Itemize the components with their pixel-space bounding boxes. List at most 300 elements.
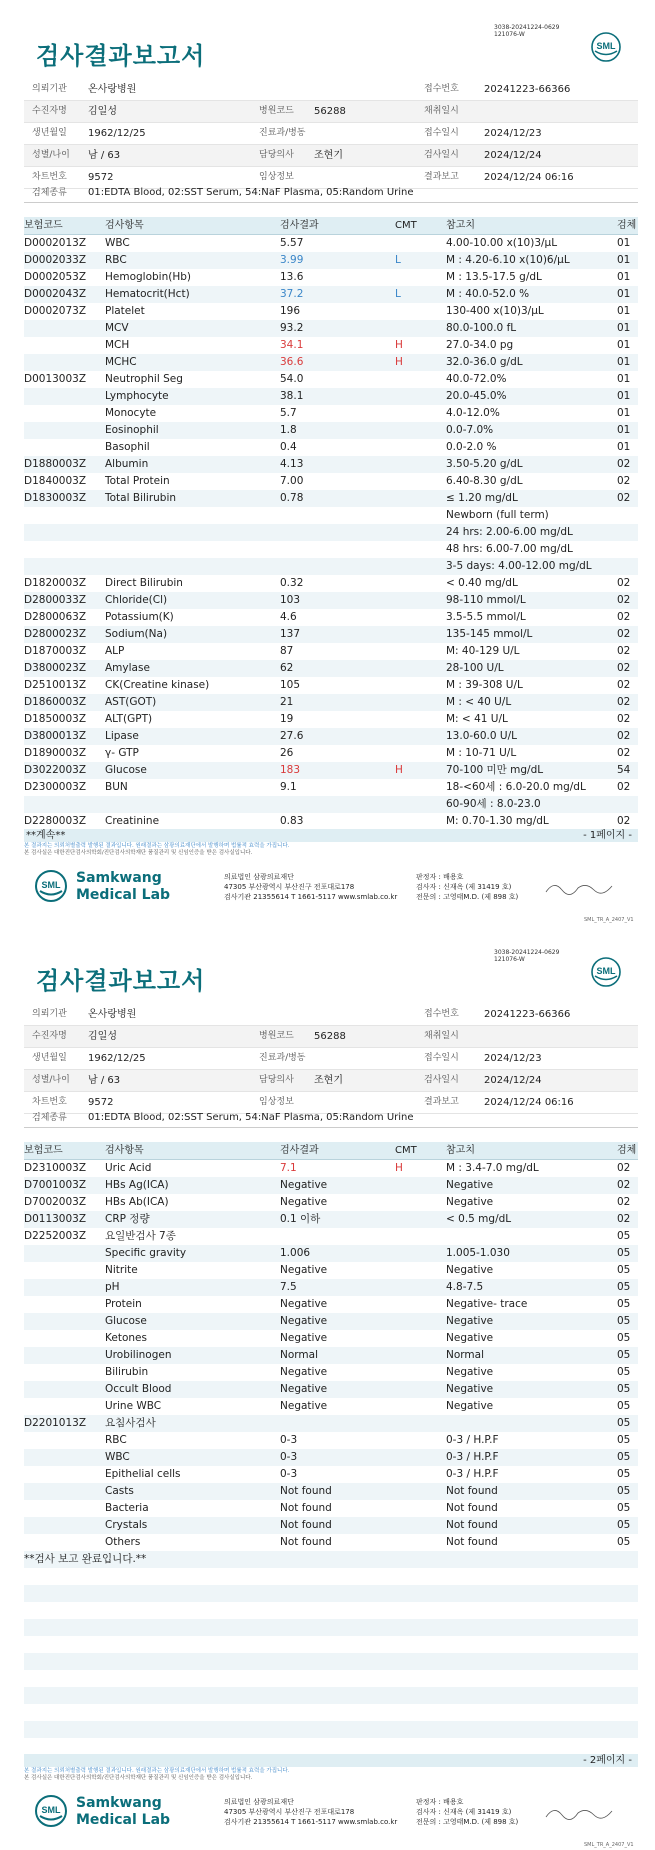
row-result: 7.5 — [280, 1281, 297, 1293]
row-result: 21 — [280, 696, 294, 708]
row-code: D1830003Z — [24, 492, 87, 504]
report-label: 결과보고 — [424, 1097, 459, 1107]
table-row — [24, 252, 638, 269]
header-name: 검사항목 — [105, 1145, 144, 1156]
row-code: D1870003Z — [24, 645, 87, 657]
page-footer-bar — [24, 1754, 638, 1767]
table-row — [24, 269, 638, 286]
row-reference: 0.0-7.0% — [446, 424, 494, 436]
specimen-label: 검체종류 — [32, 1113, 67, 1123]
row-code: D7001003Z — [24, 1179, 87, 1191]
table-row — [24, 507, 638, 524]
table-row — [24, 1330, 638, 1347]
examiner: 검사자 : 신재옥 (제 31419 호) — [416, 1808, 512, 1816]
row-reference: 20.0-45.0% — [446, 390, 507, 402]
row-specimen: 05 — [617, 1281, 631, 1293]
results-table — [24, 1142, 638, 1738]
table-row — [24, 1517, 638, 1534]
row-code: D2800063Z — [24, 611, 87, 623]
row-reference: 98-110 mmol/L — [446, 594, 526, 606]
row-test-name: Others — [105, 1536, 141, 1548]
empty-row — [24, 1636, 638, 1653]
birth-label: 생년월일 — [32, 1053, 67, 1063]
row-code: D0002053Z — [24, 271, 87, 283]
table-row — [24, 660, 638, 677]
row-reference: 0-3 / H.P.F — [446, 1434, 499, 1446]
row-result: 0.78 — [280, 492, 304, 504]
receipt-date-value: 2024/12/23 — [484, 1053, 542, 1064]
row-test-name: Lipase — [105, 730, 139, 742]
row-test-name: ALT(GPT) — [105, 713, 153, 725]
row-result: 0-3 — [280, 1434, 298, 1446]
row-reference: 135-145 mmol/L — [446, 628, 533, 640]
row-specimen: 02 — [617, 679, 631, 691]
samkwang-logo-icon — [34, 1794, 68, 1828]
row-specimen: 05 — [617, 1230, 631, 1242]
row-code: D3022003Z — [24, 764, 87, 776]
table-row — [24, 728, 638, 745]
empty-row — [24, 1653, 638, 1670]
row-result: 5.7 — [280, 407, 297, 419]
row-specimen: 01 — [617, 441, 631, 453]
row-specimen: 05 — [617, 1315, 631, 1327]
hospital-code-value: 56288 — [314, 106, 346, 117]
row-result: Not found — [280, 1485, 332, 1497]
table-row — [24, 1449, 638, 1466]
org-contact: 검사기관 21355614 T 1661-5117 www.smlab.co.kr — [224, 1818, 398, 1826]
row-reference: 6.40-8.30 g/dL — [446, 475, 523, 487]
table-row — [24, 1347, 638, 1364]
table-row — [24, 1228, 638, 1245]
row-specimen: 02 — [617, 628, 631, 640]
row-specimen: 05 — [617, 1502, 631, 1514]
row-result: Negative — [280, 1264, 328, 1276]
row-reference: Negative — [446, 1366, 494, 1378]
org-contact: 검사기관 21355614 T 1661-5117 www.smlab.co.kr — [224, 893, 398, 901]
receipt-date-label: 접수일시 — [424, 1053, 459, 1063]
row-specimen: 01 — [617, 288, 631, 300]
empty-row — [24, 1670, 638, 1687]
row-code: D0013003Z — [24, 373, 87, 385]
row-result: 38.1 — [280, 390, 304, 402]
report-value: 2024/12/24 06:16 — [484, 172, 574, 183]
row-test-name: Albumin — [105, 458, 149, 470]
row-specimen: 05 — [617, 1349, 631, 1361]
row-specimen: 01 — [617, 339, 631, 351]
row-reference: 24 hrs: 2.00-6.00 mg/dL — [446, 526, 573, 538]
row-test-name: Specific gravity — [105, 1247, 187, 1259]
specialist: 전문의 : 고영태M.D. (제 898 호) — [416, 893, 519, 901]
institution-label: 의뢰기관 — [32, 1009, 67, 1019]
row-test-name: Hematocrit(Hct) — [105, 288, 190, 300]
row-reference: Negative — [446, 1383, 494, 1395]
row-reference: ≤ 1.20 mg/dL — [446, 492, 518, 504]
row-code: D0113003Z — [24, 1213, 87, 1225]
table-row — [24, 1296, 638, 1313]
row-test-name: WBC — [105, 1451, 130, 1463]
row-result: 34.1 — [280, 339, 304, 351]
row-test-name: BUN — [105, 781, 128, 793]
row-result: 0.1 이하 — [280, 1213, 321, 1225]
lab-footer — [24, 1789, 638, 1839]
table-row — [24, 490, 638, 507]
document-code: 3038-20241224-0629 121076-W — [494, 949, 560, 963]
row-reference: 27.0-34.0 pg — [446, 339, 514, 351]
row-reference: 60-90세 : 8.0-23.0 — [446, 798, 541, 810]
row-test-name: Urine WBC — [105, 1400, 162, 1412]
row-reference: Not found — [446, 1536, 498, 1548]
row-specimen: 02 — [617, 1179, 631, 1191]
examiner: 검사자 : 신재옥 (제 31419 호) — [416, 883, 512, 891]
row-code: D2300003Z — [24, 781, 87, 793]
row-reference: < 0.40 mg/dL — [446, 577, 518, 589]
table-row — [24, 235, 638, 252]
row-test-name: Sodium(Na) — [105, 628, 168, 640]
row-reference: Negative- trace — [446, 1298, 528, 1310]
row-result: 0.4 — [280, 441, 297, 453]
row-flag: L — [395, 254, 401, 266]
row-specimen: 05 — [617, 1264, 631, 1276]
row-result: 103 — [280, 594, 301, 606]
birth-value: 1962/12/25 — [88, 1053, 146, 1064]
row-specimen: 05 — [617, 1519, 631, 1531]
institution-label: 의뢰기관 — [32, 84, 67, 94]
receipt-no-label: 접수번호 — [424, 1009, 459, 1019]
row-result: 0-3 — [280, 1451, 298, 1463]
row-test-name: pH — [105, 1281, 120, 1293]
row-specimen: 02 — [617, 696, 631, 708]
institution-value: 온사랑병원 — [88, 84, 137, 95]
row-reference: 48 hrs: 6.00-7.00 mg/dL — [446, 543, 573, 555]
form-code: SML_TR_A_2407_V1 — [584, 1842, 634, 1848]
form-code: SML_TR_A_2407_V1 — [584, 917, 634, 923]
row-reference: M: 40-129 U/L — [446, 645, 520, 657]
row-specimen: 02 — [617, 475, 631, 487]
specialist: 전문의 : 고영태M.D. (제 898 호) — [416, 1818, 519, 1826]
table-row — [24, 762, 638, 779]
row-specimen: 02 — [617, 662, 631, 674]
collect-date-label: 채취일시 — [424, 106, 459, 116]
row-reference: Negative — [446, 1179, 494, 1191]
row-code: D3800023Z — [24, 662, 87, 674]
exam-date-value: 2024/12/24 — [484, 150, 542, 161]
doctor-value: 조현기 — [314, 1075, 343, 1086]
row-specimen: 05 — [617, 1468, 631, 1480]
table-row — [24, 745, 638, 762]
row-reference: 28-100 U/L — [446, 662, 504, 674]
row-specimen: 01 — [617, 237, 631, 249]
row-code: D2510013Z — [24, 679, 87, 691]
clinical-label: 임상정보 — [259, 1097, 294, 1107]
row-test-name: ALP — [105, 645, 125, 657]
row-test-name: γ- GTP — [105, 747, 139, 759]
page-number: - 1페이지 - — [583, 830, 632, 841]
svg-text:SML: SML — [596, 966, 616, 976]
row-specimen: 05 — [617, 1383, 631, 1395]
row-test-name: 요침사검사 — [105, 1417, 156, 1429]
row-specimen: 01 — [617, 407, 631, 419]
row-test-name: Potassium(K) — [105, 611, 174, 623]
table-row — [24, 1381, 638, 1398]
row-specimen: 05 — [617, 1417, 631, 1429]
brand-name: Samkwang Medical Lab — [76, 1795, 171, 1828]
table-row — [24, 1194, 638, 1211]
brand-name: Samkwang Medical Lab — [76, 870, 171, 903]
doctor-value: 조현기 — [314, 150, 343, 161]
row-specimen: 02 — [617, 713, 631, 725]
row-specimen: 05 — [617, 1332, 631, 1344]
table-row — [24, 592, 638, 609]
row-specimen: 02 — [617, 815, 631, 827]
row-specimen: 05 — [617, 1247, 631, 1259]
row-result: 26 — [280, 747, 294, 759]
table-row — [24, 626, 638, 643]
row-result: Normal — [280, 1349, 318, 1361]
row-specimen: 05 — [617, 1485, 631, 1497]
row-result: 37.2 — [280, 288, 304, 300]
row-test-name: Occult Blood — [105, 1383, 172, 1395]
row-result: 13.6 — [280, 271, 304, 283]
row-reference: Negative — [446, 1196, 494, 1208]
row-test-name: Crystals — [105, 1519, 148, 1531]
row-reference: M : 10-71 U/L — [446, 747, 517, 759]
row-test-name: WBC — [105, 237, 130, 249]
sml-logo-icon — [590, 956, 622, 988]
collector-value: 김일성 — [88, 1031, 117, 1042]
row-test-name: Protein — [105, 1298, 142, 1310]
row-specimen: 02 — [617, 1196, 631, 1208]
row-reference: 3-5 days: 4.00-12.00 mg/dL — [446, 560, 592, 572]
row-specimen: 05 — [617, 1536, 631, 1548]
table-header — [24, 217, 638, 235]
row-test-name: Total Bilirubin — [105, 492, 177, 504]
row-test-name: Direct Bilirubin — [105, 577, 183, 589]
row-test-name: Bilirubin — [105, 1366, 149, 1378]
row-result: Not found — [280, 1519, 332, 1531]
report-label: 결과보고 — [424, 172, 459, 182]
report-page-2 — [0, 925, 655, 1850]
row-reference: M : 40.0-52.0 % — [446, 288, 530, 300]
row-code: D2201013Z — [24, 1417, 87, 1429]
row-code: **검사 보고 완료입니다.** — [24, 1553, 147, 1565]
chart-label: 차트번호 — [32, 1097, 67, 1107]
sex-age-label: 성별/나이 — [32, 150, 70, 160]
results-body — [24, 1160, 638, 1738]
table-row — [24, 1534, 638, 1551]
table-row — [24, 1483, 638, 1500]
row-reference: Newborn (full term) — [446, 509, 549, 521]
table-row — [24, 677, 638, 694]
row-result: Negative — [280, 1400, 328, 1412]
page-footer-bar — [24, 829, 638, 842]
row-reference: 4.00-10.00 x(10)3/μL — [446, 237, 558, 249]
table-row — [24, 388, 638, 405]
empty-row — [24, 1687, 638, 1704]
row-specimen: 02 — [617, 1162, 631, 1174]
row-test-name: Creatinine — [105, 815, 160, 827]
sex-age-value: 남 / 63 — [88, 150, 121, 161]
row-reference: 18-<60세 : 6.0-20.0 mg/dL — [446, 781, 586, 793]
chart-label: 차트번호 — [32, 172, 67, 182]
row-reference: Negative — [446, 1315, 494, 1327]
hospital-code-value: 56288 — [314, 1031, 346, 1042]
row-reference: Negative — [446, 1264, 494, 1276]
table-row — [24, 779, 638, 796]
row-result: 1.8 — [280, 424, 297, 436]
sex-age-value: 남 / 63 — [88, 1075, 121, 1086]
row-reference: 40.0-72.0% — [446, 373, 507, 385]
row-result: 3.99 — [280, 254, 304, 266]
row-reference: 3.50-5.20 g/dL — [446, 458, 523, 470]
row-reference: M : < 40 U/L — [446, 696, 512, 708]
row-specimen: 05 — [617, 1434, 631, 1446]
row-specimen: 01 — [617, 254, 631, 266]
row-code: D0002033Z — [24, 254, 87, 266]
results-body — [24, 235, 638, 830]
row-result: Negative — [280, 1383, 328, 1395]
verifier: 판정자 : 배용호 — [416, 1798, 464, 1806]
row-reference: 130-400 x(10)3/μL — [446, 305, 544, 317]
continue-text: **계속** — [26, 830, 66, 841]
row-code: D2800023Z — [24, 628, 87, 640]
org-name: 의료법인 삼광의료재단 — [224, 1798, 294, 1806]
row-test-name: MCHC — [105, 356, 137, 368]
row-result: 1.006 — [280, 1247, 311, 1259]
table-row — [24, 711, 638, 728]
row-test-name: Neutrophil Seg — [105, 373, 183, 385]
table-row — [24, 1466, 638, 1483]
patient-info-block — [24, 79, 638, 189]
empty-row — [24, 1585, 638, 1602]
table-row — [24, 320, 638, 337]
collect-date-label: 채취일시 — [424, 1031, 459, 1041]
svg-text:SML: SML — [41, 880, 61, 890]
empty-row — [24, 1619, 638, 1636]
row-test-name: 요일반검사 7종 — [105, 1230, 176, 1242]
page-number: - 2페이지 - — [583, 1755, 632, 1766]
row-specimen: 01 — [617, 271, 631, 283]
sml-logo-icon — [590, 31, 622, 63]
disclaimer: 본 결과지는 의뢰처별출력 발행된 결과입니다. 원래결과는 삼광의료재단에서 발행하며 법률적 효력을 가집니다. 본 검사실은 대한진단검사의학회/진단검사의학재단 품질관리 및 신임인증을 받은 검사실입니다. — [24, 843, 290, 856]
exam-date-label: 검사일시 — [424, 1075, 459, 1085]
row-code: D0002073Z — [24, 305, 87, 317]
row-test-name: Total Protein — [105, 475, 170, 487]
table-header — [24, 1142, 638, 1160]
row-result: 36.6 — [280, 356, 304, 368]
header-specimen: 검체 — [617, 220, 637, 231]
row-code: D3800013Z — [24, 730, 87, 742]
row-specimen: 01 — [617, 305, 631, 317]
row-result: 0.83 — [280, 815, 304, 827]
table-row — [24, 1211, 638, 1228]
row-test-name: Casts — [105, 1485, 134, 1497]
row-specimen: 01 — [617, 322, 631, 334]
row-test-name: Glucose — [105, 764, 147, 776]
row-result: 105 — [280, 679, 301, 691]
receipt-date-label: 접수일시 — [424, 128, 459, 138]
row-test-name: MCV — [105, 322, 129, 334]
row-test-name: RBC — [105, 254, 127, 266]
table-row — [24, 1398, 638, 1415]
row-test-name: Ketones — [105, 1332, 147, 1344]
specimen-types — [24, 1109, 638, 1128]
table-row — [24, 286, 638, 303]
specimen-label: 검체종류 — [32, 188, 67, 198]
row-test-name: CRP 정량 — [105, 1213, 150, 1225]
row-result: 196 — [280, 305, 301, 317]
row-specimen: 01 — [617, 356, 631, 368]
row-test-name: Glucose — [105, 1315, 147, 1327]
row-specimen: 02 — [617, 594, 631, 606]
birth-label: 생년월일 — [32, 128, 67, 138]
header-cmt: CMT — [395, 220, 417, 231]
patient-info-block — [24, 1004, 638, 1114]
row-result: 7.00 — [280, 475, 304, 487]
row-test-name: Eosinophil — [105, 424, 159, 436]
row-test-name: Uric Acid — [105, 1162, 152, 1174]
row-code: D2280003Z — [24, 815, 87, 827]
row-test-name: Nitrite — [105, 1264, 138, 1276]
row-reference: 0-3 / H.P.F — [446, 1451, 499, 1463]
row-result: 4.6 — [280, 611, 297, 623]
row-result: 87 — [280, 645, 294, 657]
clinical-label: 임상정보 — [259, 172, 294, 182]
row-test-name: Lymphocyte — [105, 390, 169, 402]
row-test-name: Chloride(Cl) — [105, 594, 168, 606]
table-row — [24, 558, 638, 575]
table-row — [24, 371, 638, 388]
row-specimen: 02 — [617, 1213, 631, 1225]
doctor-label: 담당의사 — [259, 150, 294, 160]
row-specimen: 02 — [617, 747, 631, 759]
empty-row — [24, 1721, 638, 1738]
row-reference: M: 0.70-1.30 mg/dL — [446, 815, 549, 827]
row-test-name: Hemoglobin(Hb) — [105, 271, 192, 283]
table-row — [24, 1160, 638, 1177]
table-row — [24, 524, 638, 541]
row-result: Not found — [280, 1502, 332, 1514]
header-ref: 참고치 — [446, 220, 475, 231]
specimen-value: 01:EDTA Blood, 02:SST Serum, 54:NaF Plasma, 05:Random Urine — [88, 187, 414, 198]
empty-row — [24, 1568, 638, 1585]
receipt-no-value: 20241223-66366 — [484, 84, 571, 95]
row-result: Negative — [280, 1315, 328, 1327]
row-reference: M: < 41 U/L — [446, 713, 508, 725]
row-reference: M : 4.20-6.10 x(10)6/μL — [446, 254, 570, 266]
table-row — [24, 473, 638, 490]
table-row — [24, 1415, 638, 1432]
row-reference: 70-100 미만 mg/dL — [446, 764, 544, 776]
row-flag: H — [395, 339, 403, 351]
row-reference: 3.5-5.5 mmol/L — [446, 611, 526, 623]
row-test-name: RBC — [105, 1434, 127, 1446]
row-specimen: 02 — [617, 492, 631, 504]
table-row — [24, 337, 638, 354]
row-reference: 0-3 / H.P.F — [446, 1468, 499, 1480]
empty-row — [24, 1704, 638, 1721]
row-specimen: 05 — [617, 1298, 631, 1310]
row-reference: 4.0-12.0% — [446, 407, 500, 419]
row-reference: 1.005-1.030 — [446, 1247, 510, 1259]
row-test-name: Amylase — [105, 662, 150, 674]
table-row — [24, 303, 638, 320]
signature-icon — [544, 1803, 614, 1823]
row-result: 93.2 — [280, 322, 304, 334]
row-result: 183 — [280, 764, 301, 776]
row-specimen: 54 — [617, 764, 631, 776]
row-specimen: 01 — [617, 390, 631, 402]
row-test-name: Urobilinogen — [105, 1349, 172, 1361]
